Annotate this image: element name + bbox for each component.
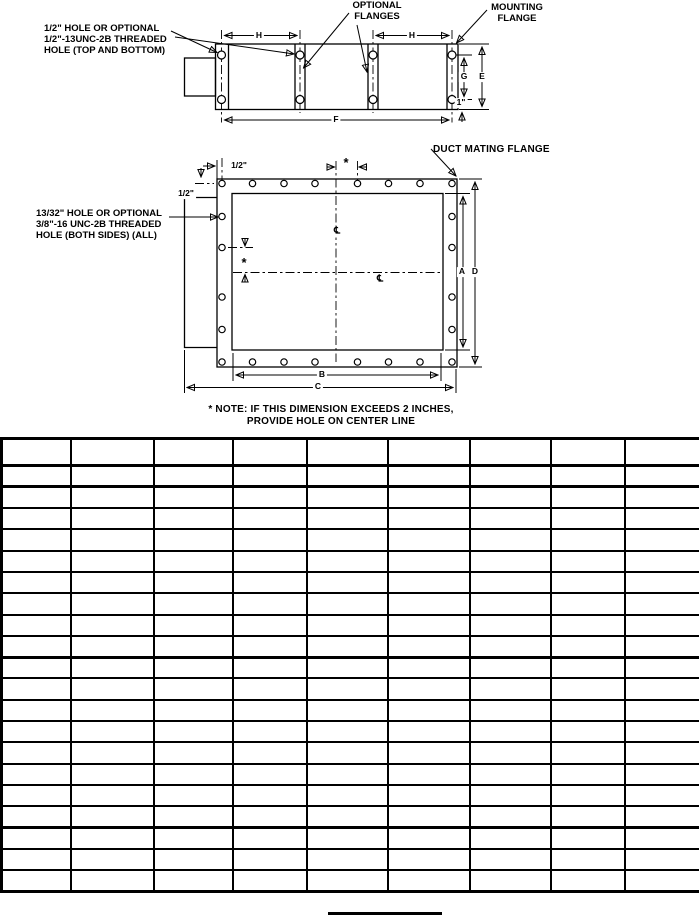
table-cell: [551, 487, 625, 508]
table-cell: [154, 785, 233, 806]
table-cell: [388, 849, 470, 870]
table-cell: [625, 529, 699, 550]
table-cell: [2, 700, 71, 721]
front-hole-note-line2: 3/8"-16 UNC-2B THREADED: [36, 218, 162, 230]
table-cell: [154, 678, 233, 699]
table-cell: [2, 785, 71, 806]
table-cell: [233, 721, 307, 742]
table-cell: [233, 615, 307, 636]
table-cell: [551, 636, 625, 657]
dim-g-label: G: [460, 71, 468, 82]
table-cell: [551, 508, 625, 529]
table-cell: [307, 742, 388, 763]
table-cell: [388, 615, 470, 636]
table-header-row: [2, 439, 699, 466]
table-cell: [2, 487, 71, 508]
table-row: [2, 828, 699, 849]
table-cell: [71, 764, 154, 785]
mounting-flange-line2: FLANGE: [497, 12, 537, 24]
table-cell: [307, 700, 388, 721]
table-cell: [307, 529, 388, 550]
table-cell: [551, 466, 625, 487]
table-cell: [625, 615, 699, 636]
table-cell: [551, 764, 625, 785]
table-row: [2, 466, 699, 487]
table-cell: [551, 657, 625, 678]
table-cell: [625, 439, 699, 466]
table-cell: [233, 487, 307, 508]
table-cell: [625, 764, 699, 785]
table-row: [2, 742, 699, 763]
table-cell: [551, 439, 625, 466]
table-cell: [388, 700, 470, 721]
side-hole-note-line3: HOLE (TOP AND BOTTOM): [44, 44, 166, 56]
table-cell: [2, 721, 71, 742]
table-cell: [470, 721, 551, 742]
drawing-note-line1: * NOTE: IF THIS DIMENSION EXCEEDS 2 INCHES,: [208, 404, 454, 415]
table-cell: [233, 806, 307, 827]
table-row: [2, 678, 699, 699]
table-cell: [307, 764, 388, 785]
table-cell: [625, 806, 699, 827]
dim-a-label: A: [458, 266, 466, 277]
table-cell: [154, 508, 233, 529]
table-cell: [2, 806, 71, 827]
table-cell: [154, 828, 233, 849]
table-cell: [388, 487, 470, 508]
table-cell: [154, 529, 233, 550]
table-row: [2, 572, 699, 593]
table-cell: [307, 551, 388, 572]
table-cell: [2, 466, 71, 487]
table-cell: [154, 806, 233, 827]
table-row: [2, 487, 699, 508]
table-cell: [154, 466, 233, 487]
table-cell: [388, 678, 470, 699]
centerline-symbol-horizontal: ℄: [376, 273, 384, 285]
table-cell: [233, 700, 307, 721]
table-cell: [551, 615, 625, 636]
table-row: [2, 870, 699, 891]
table-row: [2, 593, 699, 614]
table-cell: [307, 439, 388, 466]
table-cell: [71, 742, 154, 763]
table-cell: [233, 529, 307, 550]
table-cell: [388, 785, 470, 806]
table-cell: [470, 742, 551, 763]
table-cell: [388, 764, 470, 785]
dim-half-inch-left-label: 1/2": [178, 188, 194, 199]
table-row: [2, 657, 699, 678]
table-cell: [307, 657, 388, 678]
dim-f-label: F: [333, 114, 339, 125]
table-row: [2, 764, 699, 785]
table-cell: [551, 742, 625, 763]
table-cell: [2, 828, 71, 849]
dim-h2-label: H: [408, 30, 416, 41]
table-cell: [71, 849, 154, 870]
table-cell: [154, 764, 233, 785]
dim-star-left-label: *: [241, 255, 247, 270]
table-cell: [154, 572, 233, 593]
table-cell: [71, 439, 154, 466]
table-row: [2, 849, 699, 870]
table-cell: [388, 439, 470, 466]
dim-c-label: C: [314, 381, 322, 392]
table-cell: [625, 487, 699, 508]
table-cell: [625, 551, 699, 572]
table-cell: [551, 551, 625, 572]
table-cell: [625, 636, 699, 657]
table-cell: [233, 870, 307, 891]
table-cell: [2, 615, 71, 636]
table-cell: [233, 849, 307, 870]
table-cell: [388, 828, 470, 849]
table-cell: [307, 572, 388, 593]
table-cell: [470, 657, 551, 678]
table-cell: [2, 849, 71, 870]
table-cell: [551, 849, 625, 870]
table-cell: [551, 593, 625, 614]
table-cell: [625, 849, 699, 870]
dim-one-inch-label: 1": [456, 97, 466, 108]
front-hole-note: [36, 209, 162, 242]
table-cell: [307, 466, 388, 487]
table-cell: [625, 466, 699, 487]
table-cell: [154, 657, 233, 678]
table-cell: [233, 678, 307, 699]
table-cell: [470, 615, 551, 636]
table-row: [2, 700, 699, 721]
table-cell: [233, 508, 307, 529]
table-cell: [307, 678, 388, 699]
table-cell: [154, 615, 233, 636]
table-cell: [470, 487, 551, 508]
table-cell: [2, 439, 71, 466]
centerline-symbol-vertical: ℄: [333, 225, 341, 237]
table-cell: [233, 828, 307, 849]
mounting-flange-label: [491, 3, 543, 25]
table-cell: [2, 529, 71, 550]
optional-flanges-line1: OPTIONAL: [352, 0, 402, 11]
table-cell: [470, 593, 551, 614]
table-cell: [625, 700, 699, 721]
table-cell: [551, 678, 625, 699]
table-cell: [625, 572, 699, 593]
table-cell: [2, 551, 71, 572]
table-cell: [307, 849, 388, 870]
table-cell: [470, 551, 551, 572]
table-cell: [154, 487, 233, 508]
table-cell: [625, 742, 699, 763]
drawing-note-line2: PROVIDE HOLE ON CENTER LINE: [246, 415, 416, 427]
table-cell: [154, 849, 233, 870]
table-row: [2, 721, 699, 742]
table-cell: [551, 828, 625, 849]
table-cell: [71, 529, 154, 550]
optional-flanges-label: [352, 1, 401, 23]
table-row: [2, 508, 699, 529]
table-cell: [551, 572, 625, 593]
table-cell: [307, 828, 388, 849]
table-cell: [2, 508, 71, 529]
table-cell: [388, 508, 470, 529]
dim-half-inch-top-label: 1/2": [231, 160, 247, 171]
table-row: [2, 785, 699, 806]
table-cell: [307, 636, 388, 657]
table-cell: [625, 508, 699, 529]
table-cell: [154, 551, 233, 572]
table-cell: [470, 700, 551, 721]
table-cell: [2, 764, 71, 785]
table-cell: [154, 439, 233, 466]
dim-e-label: E: [479, 71, 485, 82]
table-cell: [154, 636, 233, 657]
size-table: [0, 437, 699, 893]
table-cell: [470, 828, 551, 849]
table-cell: [71, 828, 154, 849]
table-cell: [71, 572, 154, 593]
table-cell: [71, 593, 154, 614]
mounting-flange-line1: MOUNTING: [491, 2, 543, 13]
table-cell: [233, 551, 307, 572]
side-view: [171, 10, 489, 123]
table-cell: [154, 742, 233, 763]
dim-h1-label: H: [255, 30, 263, 41]
table-cell: [71, 870, 154, 891]
table-cell: [233, 657, 307, 678]
table-cell: [470, 764, 551, 785]
dim-b-label: B: [318, 369, 326, 380]
table-cell: [71, 551, 154, 572]
table-cell: [470, 806, 551, 827]
table-cell: [154, 593, 233, 614]
side-hole-note-line1: 1/2" HOLE OR OPTIONAL: [44, 23, 160, 34]
table-cell: [154, 721, 233, 742]
table-cell: [470, 785, 551, 806]
table-cell: [388, 529, 470, 550]
table-cell: [625, 593, 699, 614]
table-cell: [388, 870, 470, 891]
table-cell: [625, 678, 699, 699]
table-cell: [2, 572, 71, 593]
table-cell: [551, 806, 625, 827]
table-cell: [307, 615, 388, 636]
table-cell: [233, 593, 307, 614]
table-cell: [307, 508, 388, 529]
table-cell: [233, 636, 307, 657]
table-cell: [470, 636, 551, 657]
table-row: [2, 551, 699, 572]
table-cell: [470, 849, 551, 870]
table-cell: [2, 678, 71, 699]
table-cell: [307, 870, 388, 891]
side-hole-note: [44, 24, 167, 57]
table-cell: [233, 572, 307, 593]
table-cell: [2, 870, 71, 891]
table-cell: [551, 721, 625, 742]
table-cell: [388, 551, 470, 572]
table-cell: [71, 466, 154, 487]
table-cell: [470, 529, 551, 550]
table-cell: [71, 657, 154, 678]
table-cell: [388, 636, 470, 657]
optional-flanges-line2: FLANGES: [354, 10, 400, 22]
table-row: [2, 615, 699, 636]
table-cell: [388, 572, 470, 593]
table-cell: [71, 487, 154, 508]
table-cell: [470, 508, 551, 529]
table-cell: [71, 508, 154, 529]
table-cell: [71, 636, 154, 657]
front-hole-note-line1: 13/32" HOLE OR OPTIONAL: [36, 208, 162, 219]
dim-star-top-label: *: [343, 155, 349, 170]
table-cell: [71, 678, 154, 699]
table-cell: [388, 593, 470, 614]
table-cell: [71, 700, 154, 721]
table-cell: [233, 439, 307, 466]
table-cell: [551, 870, 625, 891]
table-cell: [2, 593, 71, 614]
table-cell: [625, 657, 699, 678]
table-cell: [233, 785, 307, 806]
table-cell: [625, 785, 699, 806]
table-cell: [71, 615, 154, 636]
front-hole-note-line3: HOLE (BOTH SIDES) (ALL): [36, 229, 157, 241]
table-cell: [388, 742, 470, 763]
table-cell: [470, 678, 551, 699]
dim-d-label: D: [471, 266, 479, 277]
table-cell: [625, 870, 699, 891]
duct-mating-flange-label: DUCT MATING FLANGE: [433, 144, 550, 155]
table-cell: [625, 828, 699, 849]
table-row: [2, 636, 699, 657]
table-cell: [388, 466, 470, 487]
table-cell: [388, 806, 470, 827]
table-cell: [307, 806, 388, 827]
drawing-note: [208, 404, 453, 427]
table-cell: [470, 572, 551, 593]
table-cell: [2, 657, 71, 678]
table-cell: [307, 487, 388, 508]
table-cell: [2, 636, 71, 657]
table-cell: [307, 785, 388, 806]
table-cell: [233, 742, 307, 763]
table-cell: [154, 700, 233, 721]
table-cell: [388, 657, 470, 678]
table-cell: [551, 700, 625, 721]
table-cell: [233, 466, 307, 487]
table-cell: [71, 721, 154, 742]
table-cell: [470, 870, 551, 891]
table-cell: [388, 721, 470, 742]
side-hole-note-line2: 1/2"-13UNC-2B THREADED: [44, 33, 167, 45]
table-row: [2, 529, 699, 550]
table-cell: [625, 721, 699, 742]
table-cell: [307, 721, 388, 742]
table-cell: [154, 870, 233, 891]
front-view: [169, 149, 482, 393]
footer-line: [328, 912, 442, 915]
table-cell: [71, 806, 154, 827]
table-cell: [551, 785, 625, 806]
table-cell: [551, 529, 625, 550]
table-row: [2, 806, 699, 827]
table-cell: [470, 439, 551, 466]
table-cell: [233, 764, 307, 785]
table-cell: [71, 785, 154, 806]
table-cell: [470, 466, 551, 487]
table-cell: [307, 593, 388, 614]
table-cell: [2, 742, 71, 763]
